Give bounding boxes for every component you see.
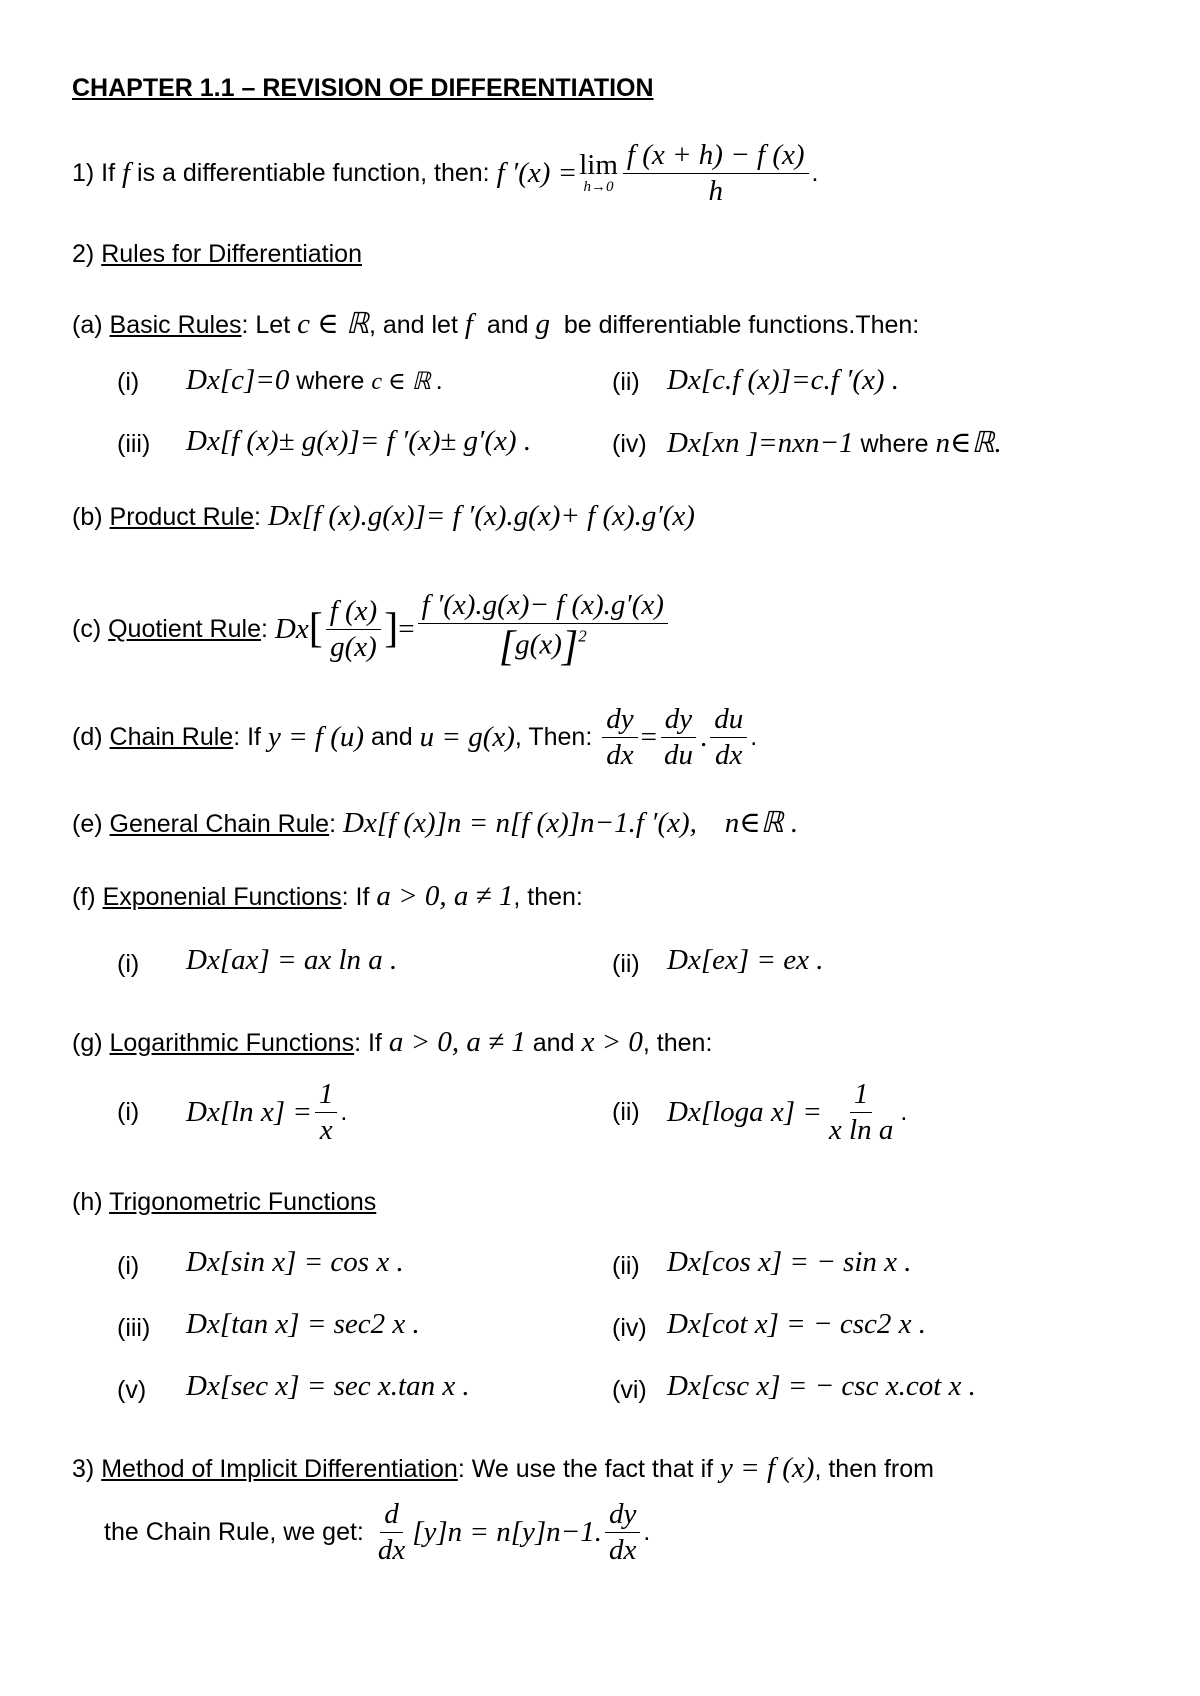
trig-rule-vi-body — [667, 1370, 976, 1403]
implicit-dy: dy — [605, 1499, 640, 1532]
trig-rule-i — [117, 1252, 139, 1281]
logarithmic-rule-ii-den: x ln a — [828, 1113, 894, 1146]
chain-rule-lhs-den: dx — [606, 738, 634, 771]
logarithmic-label: (g) — [72, 1029, 103, 1057]
chain-rule-text1: : If — [233, 722, 261, 751]
implicit-text1: : We use the fact that if — [457, 1455, 714, 1483]
chain-rule-f2-den: dx — [715, 738, 743, 771]
trigonometric-title: Trigonometric Functions — [109, 1188, 377, 1216]
implicit-title: Method of Implicit Differentiation — [101, 1455, 458, 1483]
quotient-result-fraction — [418, 589, 668, 670]
definition-label: 1) If — [72, 158, 116, 187]
basic-rules-text3: be differentiable functions.Then: — [563, 311, 920, 339]
implicit-y-def: y = f (x) — [720, 1452, 815, 1484]
exponential-rule-ii — [612, 950, 640, 979]
basic-rule-i — [117, 368, 139, 397]
trig-rule-v-expression: Dx[sec x] = sec x.tan x . — [186, 1370, 470, 1402]
basic-rule-iii-expression: Dx[f (x)± g(x)]= f ′(x)± g′(x) . — [186, 425, 532, 457]
limit-block — [579, 151, 618, 195]
basic-rule-ii-label: (ii) — [612, 368, 640, 396]
definition-text: is a differentiable function, then: — [137, 158, 490, 187]
exponential-intro — [72, 880, 583, 913]
trigonometric-label: (h) — [72, 1188, 103, 1216]
quotient-inner-numerator: f (x) — [326, 596, 382, 629]
trig-rule-iv-expression: Dx[cot x] = − csc2 x . — [667, 1308, 926, 1340]
product-rule-label: (b) — [72, 503, 103, 531]
basic-rule-i-condition: c ∈ ℝ . — [371, 369, 443, 395]
exponential-rule-i — [117, 950, 139, 979]
trig-rule-iii-expression: Dx[tan x] = sec2 x . — [186, 1308, 420, 1340]
definition-line — [72, 138, 818, 208]
quotient-close-bracket: ] — [384, 606, 399, 652]
logarithmic-rule-ii-lhs: Dx[loga x] = — [667, 1095, 822, 1128]
function-f: f — [122, 156, 131, 189]
basic-rule-iv-where: where — [860, 430, 929, 458]
exponential-title: Exponenial Functions — [102, 883, 342, 911]
implicit-formula-line — [104, 1490, 650, 1574]
general-chain-rule-line — [72, 805, 798, 840]
trig-rule-vi-expression: Dx[csc x] = − csc x.cot x . — [667, 1370, 976, 1402]
chain-rule-and: and — [370, 722, 413, 751]
exponential-rule-ii-body — [667, 944, 823, 977]
exponential-label: (f) — [72, 883, 96, 911]
basic-rule-iv-body — [667, 425, 1002, 460]
general-chain-rule-expression: Dx[f (x)]n = n[f (x)]n−1.f ′(x), — [343, 807, 697, 839]
basic-rules-text1: : Let — [241, 311, 291, 339]
exponential-rule-i-expression: Dx[ax] = ax ln a . — [186, 944, 398, 976]
chain-rule-second-factor — [710, 704, 747, 770]
basic-rules-f: f — [464, 308, 473, 340]
logarithmic-rule-ii-body — [667, 1070, 907, 1154]
logarithmic-rule-i-fraction — [315, 1079, 338, 1145]
trig-rule-i-label: (i) — [117, 1252, 140, 1280]
trig-rule-v-body — [186, 1370, 470, 1403]
implicit-text2: , then from — [814, 1455, 934, 1483]
chain-rule-f1-den: du — [663, 738, 693, 771]
difference-quotient-denominator: h — [708, 174, 723, 207]
chain-rule-title: Chain Rule — [109, 722, 234, 751]
general-chain-rule-title: General Chain Rule — [109, 810, 330, 838]
basic-rule-iii-body — [186, 425, 531, 458]
basic-rule-iv-label: (iv) — [612, 430, 647, 458]
basic-rule-iv — [612, 430, 647, 459]
trig-rule-i-body — [186, 1246, 404, 1279]
trig-rule-ii-label: (ii) — [612, 1252, 640, 1280]
quotient-rule-operator: Dx — [274, 612, 309, 645]
chain-rule-y-def: y = f (u) — [267, 720, 365, 753]
product-rule-expression: Dx[f (x).g(x)]= f ′(x).g(x)+ f (x).g′(x) — [267, 500, 695, 532]
logarithmic-rule-i — [117, 1070, 139, 1154]
logarithmic-condition-x: x > 0 — [581, 1026, 643, 1058]
basic-rules-and: and — [486, 311, 529, 339]
exponential-condition: a > 0, a ≠ 1 — [376, 880, 514, 912]
product-rule-title: Product Rule — [109, 503, 255, 531]
definition-end: . — [811, 158, 819, 187]
quotient-rule-colon: : — [260, 614, 268, 643]
logarithmic-text2: , then: — [642, 1029, 713, 1057]
trig-rule-iv-label: (iv) — [612, 1314, 647, 1342]
trig-rule-i-expression: Dx[sin x] = cos x . — [186, 1246, 404, 1278]
exponential-text1: : If — [341, 883, 370, 911]
implicit-d-dx — [374, 1499, 409, 1565]
logarithmic-rule-i-body — [186, 1070, 347, 1154]
basic-rules-c-condition: c ∈ ℝ — [297, 308, 369, 340]
chain-rule-f2-num: du — [710, 704, 747, 737]
implicit-end: . — [643, 1517, 651, 1546]
implicit-dx: dx — [377, 1533, 406, 1566]
quotient-rule-title: Quotient Rule — [108, 614, 261, 643]
logarithmic-rule-ii — [612, 1070, 640, 1154]
basic-rule-iv-expression: Dx[xn ]=nxn−1 — [667, 427, 854, 459]
trig-rule-iv — [612, 1314, 647, 1343]
difference-quotient — [623, 140, 809, 206]
logarithmic-rule-ii-fraction — [825, 1079, 897, 1145]
quotient-equals: = — [398, 612, 415, 645]
quotient-rule-line — [72, 574, 671, 684]
logarithmic-title: Logarithmic Functions — [109, 1029, 355, 1057]
section-2-heading — [72, 240, 362, 269]
logarithmic-rule-i-label: (i) — [117, 1097, 140, 1126]
basic-rule-ii-expression: Dx[c.f (x)]=c.f ′(x) . — [667, 364, 900, 396]
chain-rule-line — [72, 702, 757, 772]
basic-rules-label: (a) — [72, 311, 103, 339]
quotient-open-bracket: [ — [308, 606, 323, 652]
quotient-result-denominator: $[g(x)]^2$ — [498, 623, 587, 670]
general-chain-rule-colon: : — [329, 810, 337, 838]
exponential-rule-i-body — [186, 944, 397, 977]
exponential-rule-ii-expression: Dx[ex] = ex . — [667, 944, 824, 976]
limit-word: lim — [579, 149, 618, 181]
implicit-intro — [72, 1452, 934, 1485]
basic-rule-iv-condition: n∈ℝ. — [935, 427, 1002, 459]
exponential-rule-i-label: (i) — [117, 950, 140, 978]
logarithmic-rule-i-num: 1 — [315, 1079, 338, 1112]
exponential-rule-ii-label: (ii) — [612, 950, 640, 978]
implicit-dx-2: dx — [609, 1533, 637, 1566]
trig-rule-iii-body — [186, 1308, 420, 1341]
trig-rule-iii — [117, 1314, 150, 1343]
page-title: CHAPTER 1.1 – REVISION OF DIFFERENTIATION — [72, 74, 654, 102]
basic-rule-i-where: where — [296, 367, 365, 395]
basic-rules-g: g — [535, 308, 550, 340]
logarithmic-and: and — [532, 1029, 575, 1057]
general-chain-rule-label: (e) — [72, 810, 103, 838]
chain-rule-label: (d) — [72, 722, 103, 751]
product-rule-colon: : — [254, 503, 261, 531]
trig-rule-v — [117, 1376, 146, 1405]
logarithmic-text1: : If — [354, 1029, 382, 1057]
implicit-middle-expression: [y]n = n[y]n−1. — [412, 1515, 602, 1548]
logarithmic-rule-i-lhs: Dx[ln x] = — [186, 1095, 312, 1128]
logarithmic-rule-i-end: . — [340, 1097, 348, 1126]
section-2-label: 2) — [72, 240, 95, 268]
trig-rule-ii — [612, 1252, 640, 1281]
chain-rule-lhs-fraction — [602, 704, 637, 770]
logarithmic-rule-ii-label: (ii) — [612, 1097, 640, 1126]
logarithmic-condition-a: a > 0, a ≠ 1 — [388, 1026, 526, 1058]
implicit-text3: the Chain Rule, we get: — [104, 1517, 364, 1546]
trig-rule-iii-label: (iii) — [117, 1314, 151, 1342]
trig-rule-iv-body — [667, 1308, 926, 1341]
exponential-text2: , then: — [513, 883, 583, 911]
chain-rule-end: . — [750, 722, 758, 751]
implicit-dy-dx — [605, 1499, 640, 1565]
logarithmic-rule-ii-end: . — [900, 1097, 908, 1126]
quotient-result-numerator: f ′(x).g(x)− f (x).g′(x) — [418, 590, 668, 623]
chain-rule-lhs-num: dy — [602, 704, 637, 737]
trig-rule-ii-body — [667, 1246, 912, 1279]
logarithmic-rule-i-den: x — [319, 1113, 333, 1146]
derivative-lhs: f ′(x) = — [496, 156, 578, 189]
chain-rule-first-factor — [660, 704, 697, 770]
quotient-result-exponent: 2 — [578, 626, 587, 646]
trig-rule-vi — [612, 1376, 647, 1405]
logarithmic-intro — [72, 1026, 712, 1059]
basic-rule-ii-body — [667, 364, 899, 397]
basic-rules-text2: , and let — [368, 311, 458, 339]
basic-rule-iii-label: (iii) — [117, 430, 151, 458]
quotient-inner-denominator: g(x) — [330, 630, 377, 663]
implicit-label: 3) — [72, 1455, 95, 1483]
trig-rule-vi-label: (vi) — [612, 1376, 647, 1404]
chain-rule-f1-num: dy — [661, 704, 696, 737]
basic-rule-ii — [612, 368, 640, 397]
chain-rule-then: , Then: — [514, 722, 593, 751]
section-2-title: Rules for Differentiation — [101, 240, 362, 268]
basic-rule-i-label: (i) — [117, 368, 140, 396]
quotient-inner-fraction — [326, 596, 382, 662]
chain-rule-u-def: u = g(x) — [419, 720, 515, 753]
basic-rules-title: Basic Rules — [109, 311, 242, 339]
basic-rule-i-body — [186, 364, 443, 397]
logarithmic-rule-ii-num: 1 — [850, 1079, 873, 1112]
difference-quotient-numerator: f (x + h) − f (x) — [623, 140, 809, 173]
quotient-result-denominator-term: g(x) — [515, 628, 562, 661]
trig-rule-v-label: (v) — [117, 1376, 147, 1404]
implicit-d: d — [380, 1499, 403, 1532]
limit-subscript: h→0 — [583, 179, 614, 195]
product-rule-line — [72, 500, 695, 533]
basic-rules-intro — [72, 306, 919, 341]
trig-rule-ii-expression: Dx[cos x] = − sin x . — [667, 1246, 912, 1278]
basic-rule-i-expression: Dx[c]=0 — [186, 364, 290, 396]
quotient-rule-label: (c) — [72, 614, 102, 643]
chain-rule-equals: = — [640, 720, 657, 753]
trigonometric-heading — [72, 1188, 376, 1217]
basic-rule-iii — [117, 430, 150, 459]
chain-rule-dot: . — [699, 720, 708, 753]
general-chain-rule-condition: n∈ℝ . — [724, 807, 799, 839]
